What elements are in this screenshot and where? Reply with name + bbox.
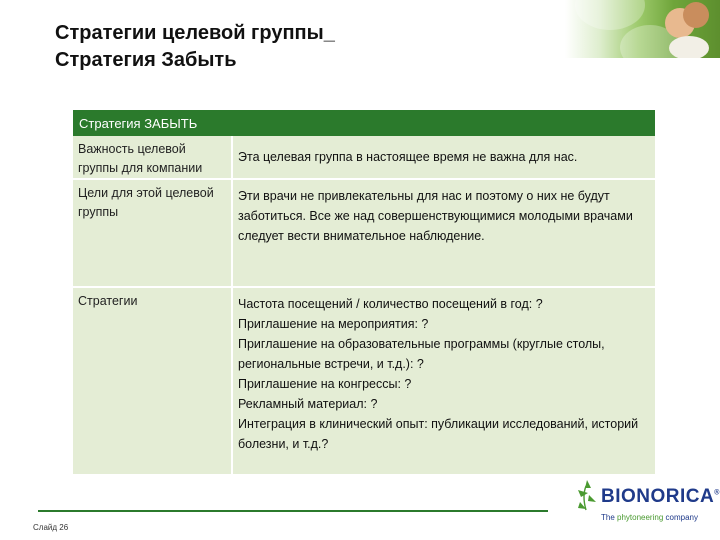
table-row — [73, 136, 655, 178]
table-row — [73, 288, 655, 474]
slide-number: Слайд 26 — [33, 523, 69, 532]
row-value: Эта целевая группа в настоящее время не важна для нас. — [238, 150, 578, 164]
logo-name: BIONORICA® — [601, 486, 720, 507]
strategy-table — [73, 110, 655, 474]
header-photo — [565, 0, 720, 58]
row-value-list — [238, 294, 648, 454]
bionorica-leaf-mark-icon — [574, 478, 600, 512]
footer-divider — [38, 510, 548, 512]
slide-title-line-1: Стратегии целевой группы_ — [55, 22, 335, 44]
logo-tagline: The phytoneering company — [601, 513, 698, 522]
strategy-line: Приглашение на конгрессы: ? — [238, 377, 412, 391]
slide-title — [55, 20, 575, 74]
slide-title-line-2: Стратегия Забыть — [55, 49, 237, 71]
row-label: Важность целевой группы для компании — [78, 142, 203, 175]
bionorica-logo — [574, 478, 720, 528]
row-value: Эти врачи не привлекательны для нас и поэтому о них не будут заботиться. Все же над совершенствующимися молодыми врачами следует вести внимательное наблюдение. — [238, 189, 633, 243]
strategy-line: Приглашение на мероприятия: ? — [238, 317, 429, 331]
table-row — [73, 180, 655, 286]
row-label: Стратегии — [78, 294, 138, 308]
strategy-line: Приглашение на образовательные программы (круглые столы, региональные встречи, и т.д.): ? — [238, 337, 605, 371]
table-header: Стратегия ЗАБЫТЬ — [73, 110, 655, 136]
row-label: Цели для этой целевой группы — [78, 186, 214, 219]
strategy-line: Частота посещений / количество посещений в год: ? — [238, 297, 543, 311]
strategy-line: Интеграция в клинический опыт: публикации исследований, историй болезни, и т.д.? — [238, 417, 639, 451]
strategy-line: Рекламный материал: ? — [238, 397, 378, 411]
